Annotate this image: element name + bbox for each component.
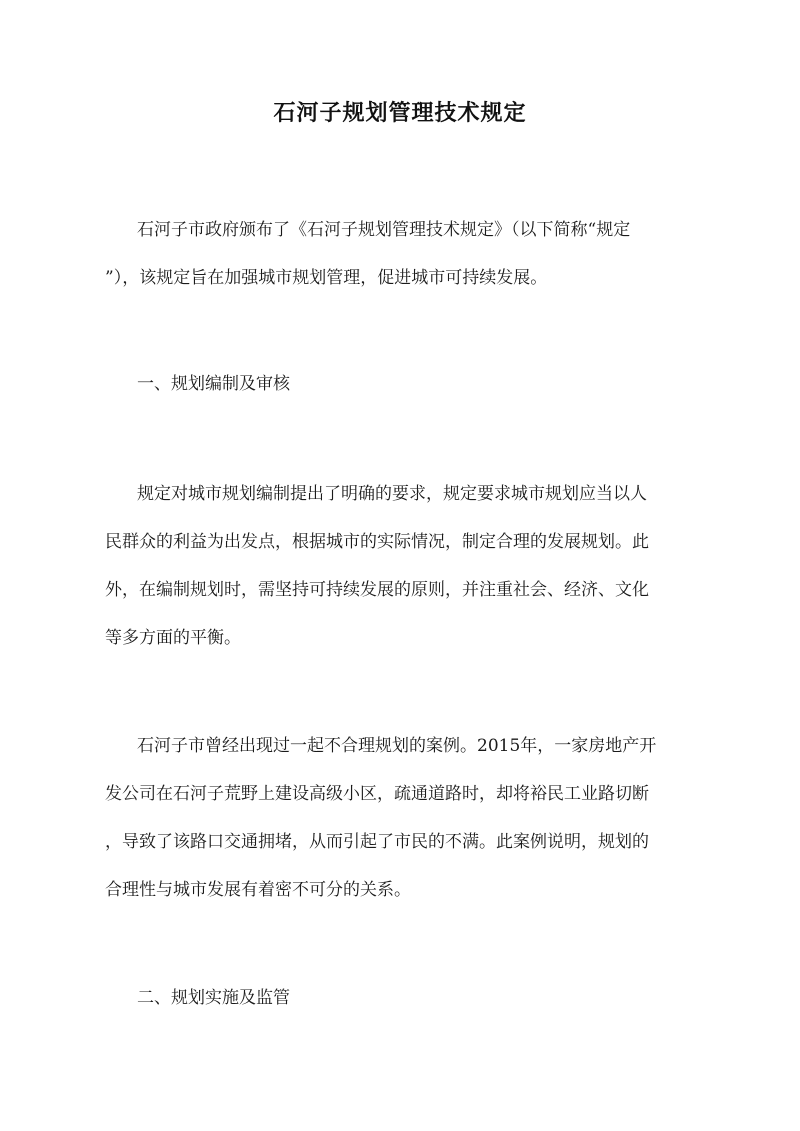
section-1-para-2-line-1: 石河子市曾经出现过一起不合理规划的案例。2015年，一家房地产开 <box>137 736 657 756</box>
section-1-para-1-line-3: 外，在编制规划时，需坚持可持续发展的原则，并注重社会、经济、文化 <box>105 580 649 600</box>
section-1-heading: 一、规划编制及审核 <box>137 374 290 394</box>
intro-line-1: 石河子市政府颁布了《石河子规划管理技术规定》（以下简称“规定 <box>137 220 631 240</box>
section-1-para-1-line-4: 等多方面的平衡。 <box>105 628 241 648</box>
section-2-heading: 二、规划实施及监管 <box>137 988 290 1008</box>
intro-line-2: ”），该规定旨在加强城市规划管理，促进城市可持续发展。 <box>105 268 548 288</box>
section-1-para-2-line-4: 合理性与城市发展有着密不可分的关系。 <box>105 880 411 900</box>
section-1-para-2-line-2: 发公司在石河子荒野上建设高级小区，疏通道路时，却将裕民工业路切断 <box>105 784 649 804</box>
section-1-para-1-line-2: 民群众的利益为出发点，根据城市的实际情况，制定合理的发展规划。此 <box>105 532 649 552</box>
section-1-para-1-line-1: 规定对城市规划编制提出了明确的要求，规定要求城市规划应当以人 <box>137 484 647 504</box>
section-1-para-2-line-3: ，导致了该路口交通拥堵，从而引起了市民的不满。此案例说明，规划的 <box>105 832 649 852</box>
document-title: 石河子规划管理技术规定 <box>273 100 527 126</box>
